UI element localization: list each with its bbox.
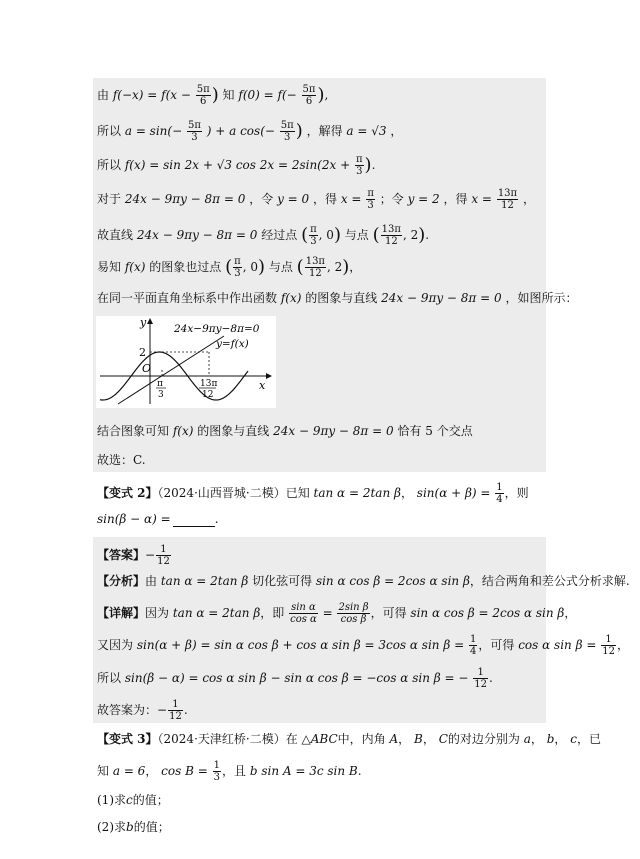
fraction: $\frac{\pi}{3}$ bbox=[355, 154, 363, 177]
math-expr: f(x) = sin 2x + √3 cos 2x = 2sin(2x + bbox=[124, 158, 351, 172]
math-expr: tan α = 2tan β bbox=[172, 606, 261, 620]
fraction: $\frac{1}{4}$ bbox=[496, 482, 503, 505]
math-expr: a = sin(− bbox=[124, 124, 183, 138]
math-expr: 24x − 9πy − 8π = 0 bbox=[381, 291, 502, 305]
line-10-variant-2: 【变式 2】（2024·山西晋城·二模）已知 tan α = 2tan β， sin(α + β) = $\frac{1}{4}$ ，则 bbox=[97, 482, 529, 505]
fraction: $\frac{\pi}{3}$ bbox=[310, 224, 317, 247]
curve-label: y=f(x) bbox=[216, 338, 249, 350]
math-expr: a = √3 bbox=[346, 124, 387, 138]
fraction: $\frac{1}{12}$ bbox=[602, 634, 615, 657]
tick-13pi12-num: 13π bbox=[200, 379, 218, 389]
math-expr: △ABC bbox=[301, 732, 338, 746]
detail-tag: 【详解】 bbox=[97, 606, 146, 620]
math-expr: x = bbox=[340, 192, 362, 206]
math-expr: f(−x) = f(x − bbox=[112, 88, 191, 102]
math-expr: 24x − 9πy − 8π = 0 bbox=[136, 228, 258, 242]
math-expr: x = bbox=[471, 192, 492, 206]
line-15: 又因为 sin(α + β) = sin α cos β + cos α sin β = 3cos α sin β = $\frac{1}{4}$ ，可得 cos α sin β = $\frac{1}{12}$ ， bbox=[97, 634, 629, 657]
fraction: $\frac{13\pi}{12}$ bbox=[305, 256, 325, 279]
answer-blank[interactable] bbox=[173, 514, 215, 527]
fraction: $\frac{1}{12}$ bbox=[157, 544, 170, 567]
math-expr: f(x) bbox=[172, 424, 194, 438]
math-expr: f(x) bbox=[280, 291, 302, 305]
math-expr: sin α cos β = 2cos α sin β bbox=[315, 574, 470, 588]
line-14-detail: 【详解】因为 tan α = 2tan β，即 $\frac{\text{sin α}}{\text{cos α}}$ = $\frac{\text{2sin β}}{\text{cos β}}$ ，可得 sin α cos β = 2cos α sin β， bbox=[97, 602, 577, 625]
math-expr: tan α = 2tan β bbox=[313, 486, 401, 500]
fraction: $\frac{13\pi}{12}$ bbox=[381, 224, 401, 247]
line-12-answer: 【答案】− $\frac{1}{12}$ bbox=[97, 544, 170, 567]
variant-2-tag: 【变式 2】 bbox=[97, 486, 158, 500]
math-expr: a = 6 bbox=[112, 764, 146, 778]
math-expr: sin α cos β = 2cos α sin β bbox=[410, 606, 565, 620]
fraction: $\frac{5\pi}{6}$ bbox=[302, 84, 316, 107]
line-2: 所以 a = sin(− $\frac{5\pi}{3}$ ) + a cos(− $\frac{5\pi}{3}$ ) ，解得 a = √3 ， bbox=[97, 120, 403, 143]
line-3: 所以 f(x) = sin 2x + √3 cos 2x = 2sin(2x + $\frac{\pi}{3}$ ). bbox=[97, 154, 376, 177]
line-9: 故选：C. bbox=[97, 453, 146, 467]
math-expr: b sin A = 3c sin B bbox=[249, 764, 358, 778]
math-expr: f(0) = f(− bbox=[238, 88, 297, 102]
fraction: $\frac{1}{12}$ bbox=[169, 699, 182, 722]
line-1: 由 f(−x) = f(x − $\frac{5\pi}{6}$ ) 知 f(0) = f(− $\frac{5\pi}{6}$ ), bbox=[97, 84, 329, 107]
fraction: $\frac{\pi}{3}$ bbox=[234, 256, 241, 279]
fraction: $\frac{1}{4}$ bbox=[469, 634, 477, 657]
variant-3-tag: 【变式 3】 bbox=[97, 732, 158, 746]
line-17: 故答案为：− $\frac{1}{12}$ . bbox=[97, 699, 188, 722]
line-8: 结合图象可知 f(x) 的图象与直线 24x − 9πy − 8π = 0 恰有 5 个交点 bbox=[97, 424, 473, 438]
math-expr: sin(α + β) = sin α cos β + cos α sin β = 3cos α sin β = bbox=[136, 638, 465, 652]
y-axis-label: y bbox=[140, 316, 147, 329]
function-graph bbox=[96, 316, 276, 408]
math-expr: y = 0 bbox=[277, 192, 310, 206]
line-5: 故直线 24x − 9πy − 8π = 0 经过点 ( $\frac{\pi}{3}$ , 0) 与点 ( $\frac{13\pi}{12}$ , 2). bbox=[97, 224, 430, 247]
origin-label: O bbox=[142, 362, 152, 375]
fraction: $\frac{\pi}{3}$ bbox=[367, 188, 374, 211]
text: 由 bbox=[97, 88, 110, 102]
math-expr: 24x − 9πy − 8π = 0 bbox=[124, 192, 246, 206]
y-axis-arrow bbox=[147, 318, 153, 404]
line-18-variant-3: 【变式 3】（2024·天津红桥·二模）在 △ABC中，内角 A， B， C的对边分别为 a， b， c，已 bbox=[97, 732, 601, 746]
math-expr: f(x) bbox=[124, 260, 146, 274]
fraction: $\frac{13\pi}{12}$ bbox=[497, 188, 518, 211]
answer-tag: 【答案】 bbox=[97, 548, 146, 562]
math-expr: cos B = bbox=[161, 764, 208, 778]
line-11: sin(β − α) = . bbox=[97, 512, 219, 526]
x-axis-label: x bbox=[259, 379, 266, 392]
text: 知 bbox=[222, 88, 235, 102]
y-tick-2: 2 bbox=[139, 346, 146, 359]
math-expr: tan α = 2tan β bbox=[160, 574, 249, 588]
line-20-part-1: (1)求c的值； bbox=[97, 793, 169, 807]
fraction: $\frac{\text{2sin β}}{\text{cos β}}$ bbox=[338, 602, 369, 625]
fraction: $\frac{1}{12}$ bbox=[474, 667, 487, 690]
fraction: $\frac{5\pi}{6}$ bbox=[196, 84, 210, 107]
fraction: $\frac{1}{3}$ bbox=[213, 760, 220, 783]
tick-pi3-num: π bbox=[157, 379, 163, 389]
line-7: 在同一平面直角坐标系中作出函数 f(x) 的图象与直线 24x − 9πy − 8π = 0 ，如图所示： bbox=[97, 291, 578, 305]
line-19: 知 a = 6， cos B = $\frac{1}{3}$ ，且 b sin A = 3c sin B. bbox=[97, 760, 362, 783]
fraction: $\frac{5\pi}{3}$ bbox=[187, 120, 201, 143]
line-13-analysis: 【分析】由 tan α = 2tan β 切化弦可得 sin α cos β = 2cos α sin β，结合两角和差公式分析求解. bbox=[97, 574, 630, 588]
math-expr: cos α sin β = bbox=[518, 638, 597, 652]
line-21-part-2: (2)求b的值； bbox=[97, 820, 170, 834]
analysis-tag: 【分析】 bbox=[97, 574, 146, 588]
math-expr: sin(α + β) = bbox=[416, 486, 491, 500]
tick-pi3-den: 3 bbox=[158, 390, 164, 400]
math-expr: sin(β − α) = bbox=[97, 512, 171, 526]
line-label: 24x−9πy−8π=0 bbox=[174, 323, 260, 335]
line-6: 易知 f(x) 的图象也过点 ( $\frac{\pi}{3}$ , 0) 与点 ( $\frac{13\pi}{12}$ , 2)， bbox=[97, 256, 362, 279]
line-16: 所以 sin(β − α) = cos α sin β − sin α cos β = −cos α sin β = − $\frac{1}{12}$ . bbox=[97, 667, 493, 690]
math-expr: sin(β − α) = cos α sin β − sin α cos β = −cos α sin β = − bbox=[124, 671, 469, 685]
fraction: $\frac{5\pi}{3}$ bbox=[280, 120, 294, 143]
tick-13pi12-den: 12 bbox=[202, 390, 214, 400]
fraction: $\frac{\text{sin α}}{\text{cos α}}$ bbox=[290, 602, 317, 625]
math-expr: 24x − 9πy − 8π = 0 bbox=[273, 424, 394, 438]
line-4: 对于 24x − 9πy − 8π = 0 ，令 y = 0 ，得 x = $\frac{\pi}{3}$ ；令 y = 2 ，得 x = $\frac{13\pi}{12}$ ， bbox=[97, 188, 535, 211]
math-expr: ) + a cos(− bbox=[206, 124, 275, 138]
math-expr: y = 2 bbox=[407, 192, 440, 206]
